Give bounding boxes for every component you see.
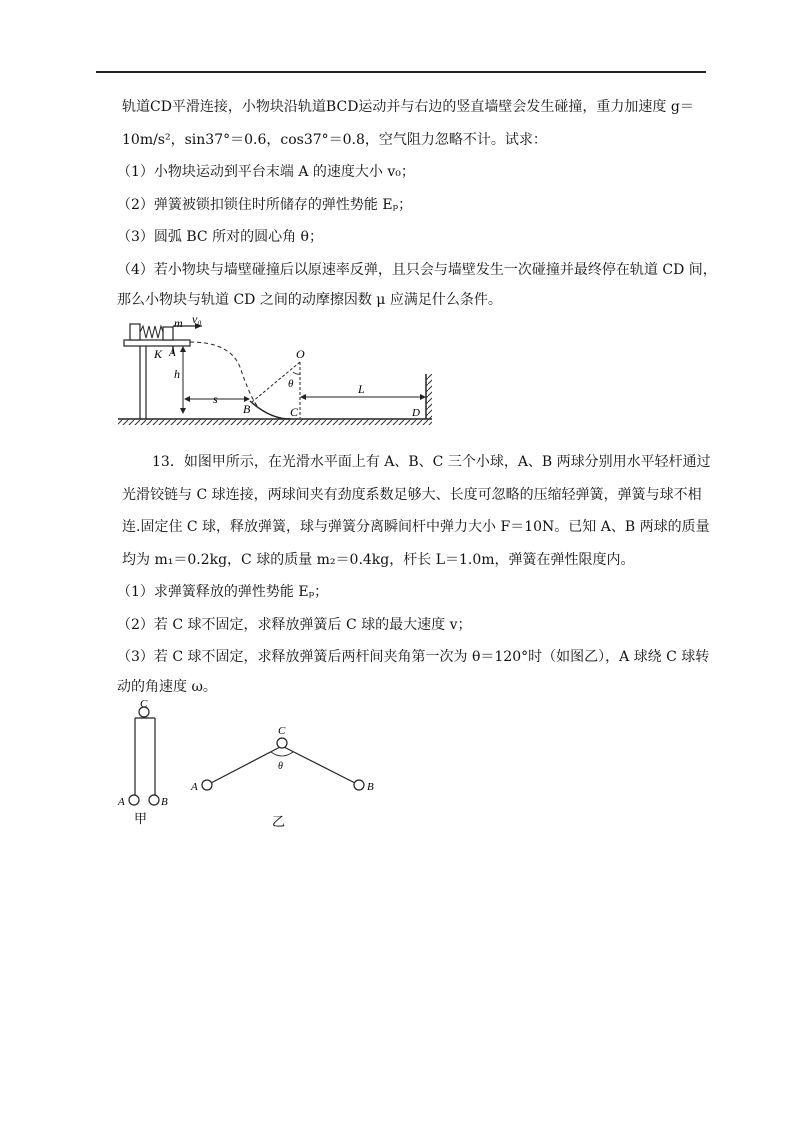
p12-line-1: 轨道CD平滑连接，小物块沿轨道BCD运动并与右边的竖直墙壁会发生碰撞，重力加速度 g＝: [122, 99, 694, 115]
label-m: m: [174, 316, 183, 330]
label-O: O: [296, 347, 305, 361]
p13-question-3b: 动的角速度 ω。: [117, 679, 217, 695]
label-L: L: [358, 382, 365, 396]
ball-a: [129, 795, 139, 805]
jia-label-B: B: [161, 796, 168, 808]
yi-label-A: A: [191, 781, 198, 793]
ball-c: [277, 738, 287, 748]
p12-figure: [110, 312, 440, 434]
label-C: C: [290, 405, 299, 419]
label-theta: θ: [288, 378, 294, 390]
yi-caption: 乙: [272, 814, 286, 829]
jia-label-C: C: [140, 698, 148, 710]
label-B: B: [243, 402, 251, 416]
jia-label-A: A: [118, 796, 125, 808]
p12-question-2: （2）弹簧被锁扣锁住时所储存的弹性势能 Eₚ；: [117, 197, 413, 213]
p13-question-1: （1）求弹簧释放的弹性势能 Eₚ；: [117, 584, 329, 600]
yi-label-theta: θ: [278, 761, 283, 772]
p13-line-2: 光滑铰链与 C 球连接，两球间夹有劲度系数足够大、长度可忽略的压缩轻弹簧，弹簧与球不相: [122, 487, 702, 503]
p13-question-2: （2）若 C 球不固定，求释放弹簧后 C 球的最大速度 v；: [117, 617, 472, 633]
label-v0: v₀: [192, 312, 202, 326]
label-h: h: [174, 367, 180, 381]
label-A: A: [169, 347, 176, 359]
ball-b: [149, 795, 159, 805]
label-D: D: [412, 407, 420, 419]
p12-question-3: （3）圆弧 BC 所对的圆心角 θ；: [117, 229, 323, 245]
p12-question-4a: （4）若小物块与墙壁碰撞后以原速率反弹，且只会与墙壁发生一次碰撞并最终停在轨道 CD 间，: [117, 262, 717, 278]
p13-question-3a: （3）若 C 球不固定，求释放弹簧后两杆间夹角第一次为 θ＝120°时（如图乙），A 球绕 C 球转: [117, 649, 710, 665]
p12-question-4b: 那么小物块与轨道 CD 之间的动摩擦因数 μ 应满足什么条件。: [117, 292, 502, 308]
header-rule: [96, 71, 706, 73]
figure-jia: [110, 696, 190, 831]
label-s: s: [213, 392, 218, 406]
ball-b: [354, 780, 364, 790]
ball-a: [202, 780, 212, 790]
p12-line-2: 10m/s²，sin37°＝0.6，cos37°＝0.8，空气阻力忽略不计。试求：: [122, 132, 547, 148]
yi-label-B: B: [367, 781, 374, 793]
figure-yi: [185, 716, 385, 831]
p13-line-1: 13．如图甲所示，在光滑水平面上有 A、B、C 三个小球，A、B 两球分别用水平轻杆通过: [152, 454, 711, 470]
p13-line-4: 均为 m₁＝0.2kg，C 球的质量 m₂＝0.4kg，杆长 L＝1.0m，弹簧在弹性限度内。: [122, 552, 635, 568]
label-K: K: [154, 347, 163, 361]
yi-label-C: C: [278, 725, 286, 737]
p13-line-3: 连.固定住 C 球，释放弹簧，球与弹簧分离瞬间杆中弹力大小 F＝10N。已知 A、B 两球的质量: [122, 519, 710, 535]
p12-question-1: （1）小物块运动到平台末端 A 的速度大小 v₀；: [117, 164, 415, 180]
jia-caption: 甲: [134, 811, 148, 826]
